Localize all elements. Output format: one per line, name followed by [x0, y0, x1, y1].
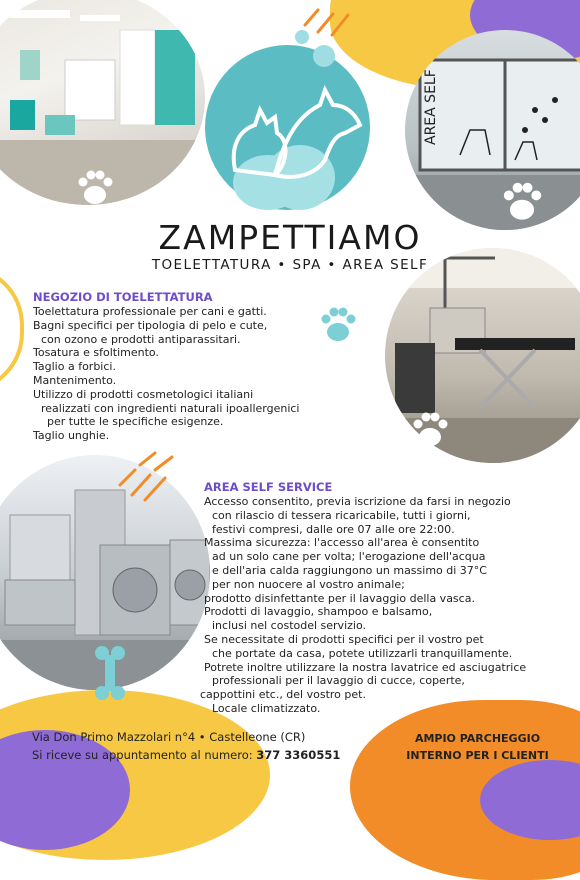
paw-print-icon — [500, 180, 544, 224]
paw-print-icon — [410, 410, 450, 450]
grooming-line: Toelettatura professionale per cani e gatti. — [33, 305, 267, 318]
self-service-line: Accesso consentito, previa iscrizione da farsi in negozio — [204, 495, 511, 508]
grooming-shop-section — [33, 290, 353, 443]
paw-print-icon — [75, 168, 115, 208]
self-service-line: professionali per il lavaggio di cucce, coperte, — [212, 674, 465, 688]
parking-notice — [395, 730, 560, 764]
self-service-line: per non nuocere al vostro animale; — [212, 577, 405, 591]
self-service-title: AREA SELF SERVICE — [204, 480, 333, 494]
self-service-line: inclusi nel costodel servizio. — [212, 619, 366, 633]
grooming-line: Utilizzo di prodotti cosmetologici italiani — [33, 387, 254, 401]
grooming-line: con ozono e prodotti antiparassitari. — [41, 332, 241, 346]
decorative-dashes — [300, 0, 360, 40]
appointment-text: Si riceve su appuntamento al numero: — [32, 748, 253, 762]
parking-line: INTERNO PER I CLIENTI — [406, 749, 549, 762]
self-service-line: Se necessitate di prodotti specifici per il vostro pet — [204, 632, 484, 646]
address: Via Don Primo Mazzolari n°4 • Castelleone (CR) — [32, 730, 306, 744]
parking-line: AMPIO PARCHEGGIO — [414, 732, 541, 745]
self-service-line: Prodotti di lavaggio, shampoo e balsamo, — [204, 605, 433, 619]
grooming-line: per tutte le specifiche esigenze. — [47, 415, 224, 429]
grooming-line: Taglio a forbici. — [33, 360, 116, 374]
appointment-info — [32, 748, 340, 762]
logo-emblem — [205, 45, 370, 210]
self-service-line: Massima sicurezza: l'accesso all'area è consentito — [204, 536, 480, 550]
self-service-line: festivi compresi, dalle ore 07 alle ore 22:00. — [212, 522, 455, 536]
decorative-yellow-arc — [0, 265, 24, 393]
self-service-line: Locale climatizzato. — [212, 701, 321, 715]
grooming-line: Tosatura e sfoltimento. — [33, 346, 159, 360]
self-service-line: cappottini etc., del vostro pet. — [200, 688, 366, 702]
brand-name: ZAMPETTIAMO — [158, 218, 422, 257]
grooming-shop-title: NEGOZIO DI TOELETTATURA — [33, 290, 213, 304]
grooming-line: Mantenimento. — [33, 373, 117, 387]
self-service-line: e dell'aria calda raggiungono un massimo di 37°C — [212, 563, 487, 577]
dog-cat-icon — [215, 75, 365, 185]
grooming-line: Bagni specifici per tipologia di pelo e cute, — [33, 318, 268, 332]
decorative-dashes — [110, 445, 180, 505]
self-service-section — [200, 480, 554, 716]
self-service-line: prodotto disinfettante per il lavaggio della vasca. — [204, 591, 475, 605]
phone-number[interactable]: 377 3360551 — [256, 748, 341, 762]
brand-tagline: TOELETTATURA • SPA • AREA SELF — [151, 257, 429, 273]
svg-text:AREA SELF: AREA SELF — [423, 69, 439, 145]
self-service-line: ad un solo cane per volta; l'erogazione dell'acqua — [212, 550, 486, 564]
grooming-line: Taglio unghie. — [33, 429, 110, 443]
bone-icon — [92, 645, 128, 701]
grooming-line: realizzati con ingredienti naturali ipoallergenici — [41, 401, 300, 415]
self-service-line: che portate da casa, potete utilizzarli tranquillamente. — [212, 646, 513, 660]
bubble-icon — [313, 45, 335, 67]
self-service-line: Potrete inoltre utilizzare la nostra lavatrice ed asciugatrice — [204, 660, 527, 674]
self-service-line: con rilascio di tessera ricaricabile, tutti i giorni, — [212, 508, 471, 522]
